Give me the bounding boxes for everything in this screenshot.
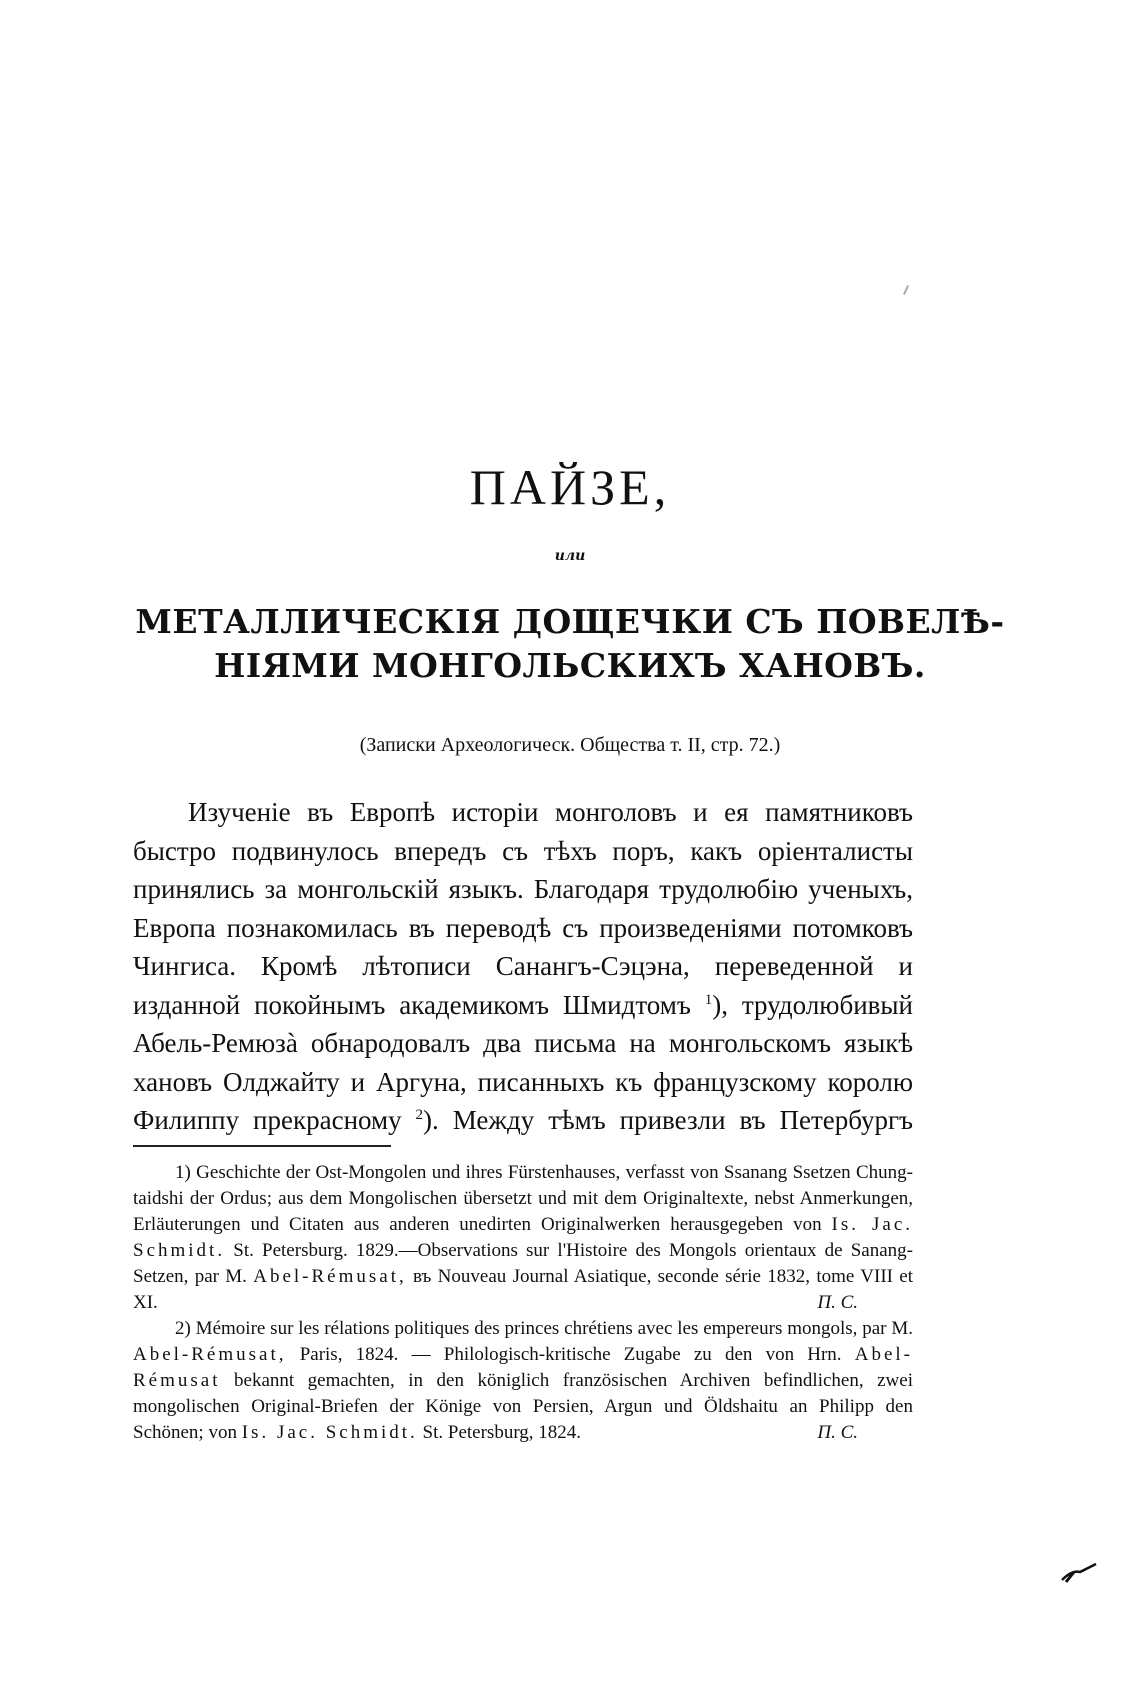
footnote-2-author-1: Abel-Rémusat, [133, 1344, 287, 1365]
footnote-2-text-a: 2) Mémoire sur les rélations politiques des princes chrétiens avec les empereurs mongols, par M. [175, 1318, 913, 1339]
paragraph-part-c: ). Между тѣмъ привезли въ Петербургъ [423, 1105, 913, 1135]
footnote-1-text-a: 1) Geschichte der Ost-Mongolen und ihres Fürstenhauses, verfasst von Ssanang Ssetzen Chung-taidshi der Ordus; aus dem Mongolischen übersetzt und mit dem Originaltexte, nebst Anmerkungen, Erläuterungen und Citaten aus anderen unedirten Originalwerken herausgegeben von [133, 1162, 913, 1235]
subtitle-line-1: МЕТАЛЛИЧЕСКІЯ ДОЩЕЧКИ СЪ ПОВЕЛѢ- [135, 602, 1005, 641]
footnotes [133, 1160, 913, 1446]
page-title: ПАЙЗЕ, [469, 459, 671, 515]
paragraph-text [133, 793, 913, 1140]
footnote-1-author-1: Is. Jac. Schmidt. [133, 1214, 913, 1261]
title-connector: или [554, 548, 586, 564]
footnote-2-author-3: Is. Jac. Schmidt. [241, 1422, 418, 1443]
stray-mark [903, 285, 909, 295]
subtitle [130, 600, 1010, 688]
footnote-2-text-c: bekannt gemachten, in den königlich französischen Archiven befindlichen, zwei mongolischen Original-Briefen der Könige von Persien, Argun und Öldshaitu an Philipp den Schönen; von [133, 1370, 913, 1443]
paragraph-part-a: Изученіе въ Европѣ исторіи монголовъ и ея памятниковъ быстро подвинулось впередъ съ тѣхъ поръ, какъ оріенталисты принялись за монгольскій языкъ. Благодаря трудолюбію ученыхъ, Европа познакомилась въ переводѣ съ произведеніями потомковъ Чингиса. Кромѣ лѣтописи Санангъ-Сэцэна, переведенной и изданной покойнымъ академикомъ Шмидтомъ [133, 797, 913, 1020]
paragraph-part-b: ), трудолюбивый Абель-Ремюзà обнародовалъ два письма на монгольскомъ языкѣ хановъ Олджайту и Аргуна, писанныхъ къ французскому королю Филиппу прекрасному [133, 989, 913, 1135]
footnote-divider [133, 1145, 391, 1147]
footnote-1 [133, 1160, 913, 1316]
footnote-2-text-b: Paris, 1824. — Philologisch-kritische Zugabe zu den von Hrn. [299, 1344, 842, 1365]
footnote-2-author-2: Abel-Rémusat [133, 1344, 914, 1391]
footnote-2 [133, 1316, 913, 1446]
footnote-1-signature: П. С. [817, 1292, 858, 1313]
footnote-2-signature: П. С. [817, 1422, 858, 1443]
footnote-1-text-c: въ Nouveau Journal Asiatique, seconde série 1832, tome VIII et XI. [133, 1266, 914, 1313]
footnote-2-text-d: St. Petersburg, 1824. [422, 1422, 582, 1443]
footnote-1-text-b: St. Petersburg. 1829.—Observations sur l'Histoire des Mongols orientaux de Sanang-Setzen, par M. [133, 1240, 914, 1287]
footnote-ref-1: 1 [704, 991, 713, 1008]
footnote-1-author-2: Abel-Rémusat, [253, 1266, 407, 1287]
source-citation: (Записки Археологическ. Общества т. II, стр. 72.) [359, 734, 781, 756]
body-paragraph [133, 793, 913, 1140]
footnote-ref-2: 2 [415, 1107, 424, 1123]
ink-flourish-mark [1060, 1560, 1100, 1584]
subtitle-line-2: НІЯМИ МОНГОЛЬСКИХЪ ХАНОВЪ. [214, 646, 926, 685]
